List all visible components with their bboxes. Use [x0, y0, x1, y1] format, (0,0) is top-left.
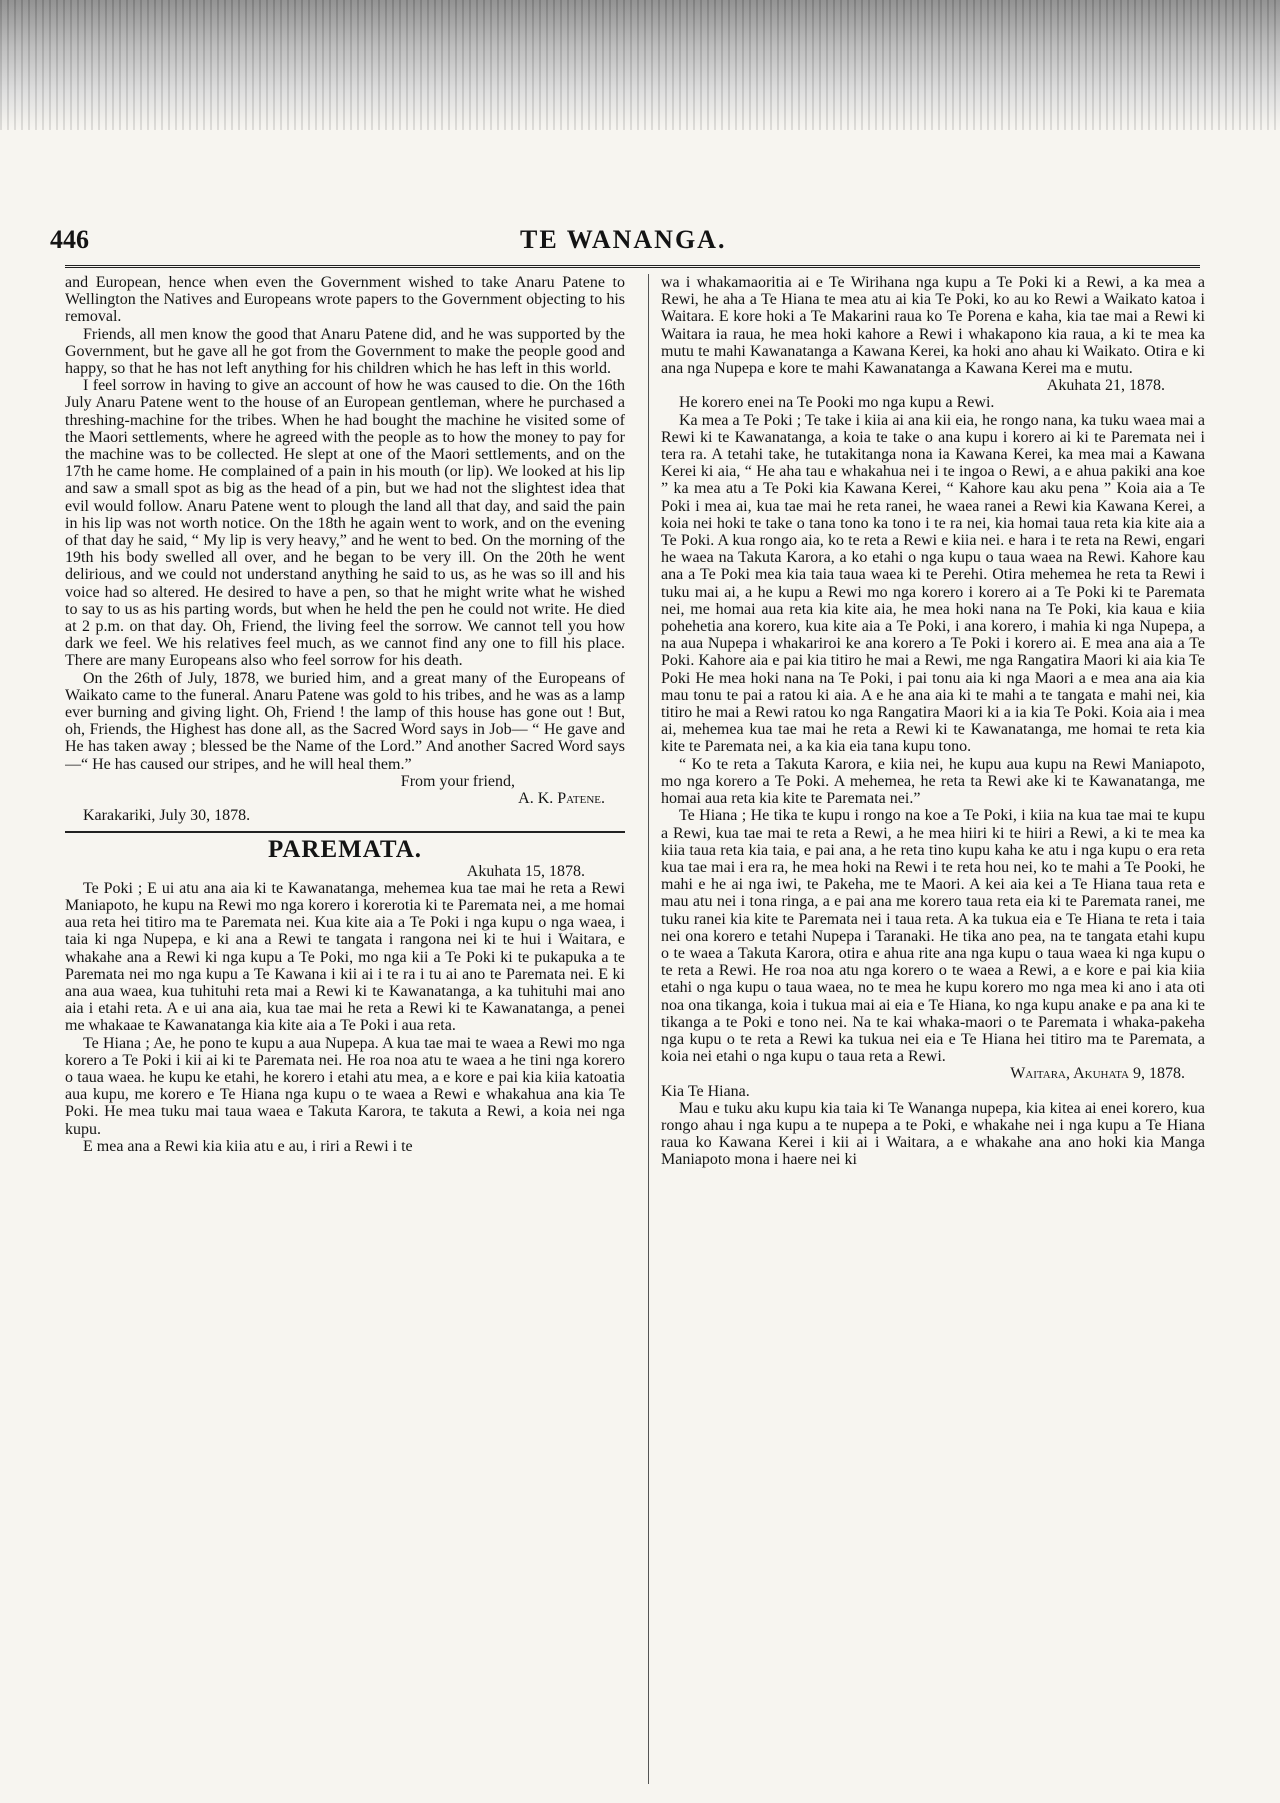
letter-dateline: Waitara, Akuhata 9, 1878.: [1010, 1065, 1185, 1083]
article-paragraph: Te Poki ; E ui atu ana aia ki te Kawanatanga, mehemea kua tae mai he reta a Rewi Maniapoto, he kupu na Rewi mo nga korero i korerotia ki te Paremata nei, a me homai aua reta hei titiro ma te Paremata nei. Kua kite aia a Te Poki i nga kupu o nga waea, i taia ki nga Nupepa, e ki ana a Rewi te tangata i rangona nei ki te hui i Waitara, e whakahe ana a Rewi ki nga kupu a Te Poki, mo nga kii a Te Poki ki te pukapuka a te Paremata nei mo nga kupu a Te Kawana i kii ai i te ra i tu ai ano te Paremata nei. E ki ana aua waea, kua tuhituhi reta mai a Rewi ki te Kawanatanga, a ka tuhituhi mai ano aia i etahi reta. A e ui ana aia, kua tae mai he reta a Rewi ki te Kawanatanga, a penei me whakaae te Kawanatanga kia kite aia a Te Poki i aua reta.: [65, 879, 625, 1035]
article-paragraph: He korero enei na Te Pooki mo nga kupu a Rewi.: [679, 394, 995, 412]
article-paragraph: Te Hiana ; He tika te kupu i rongo na koe a Te Poki, i kiia na kua tae mai te kupu a Rewi, kua tae mai te reta a Rewi, a he mea hiiri ki te hiiri a Rewi, a ki te mea ka kiia taua reta kia taia, e pai ana, a he reta tino kupu kaha ke atu i nga kupu o era reta kua tae mai i era ra, he mea hoki na Rewi i te reta hou nei, ko te mahi a Te Pooki, he mahi e he ai nga iwi, te Pakeha, me te Maori. A kei aia kei a Te Hiana taua reta e mau atu nei i tona ringa, a e pai ana me korero taua reta eia ki te Paremata ranei, me tuku ranei kia kite te Paremata nei i taua reta. A ka tukua eia e Te Hiana te reta i taia nei ona korero e tetahi Nupepa i Taranaki. He tika ano pea, na te tangata etahi kupu o te waea a Takuta Karora, otira e ahua rite ana nga kupu o taua waea ki nga kupu o te reta a Rewi. He roa noa atu nga korero o te waea a Rewi, a e kore e pai kia kiia etahi o nga kupu o taua waea, no te mea he kupu korero mo nga mea ki ano i ata oti noa ona tikanga, koia i tukua mai ai eia e Te Hiana, ko nga kupu anake e pa ana ki te tikanga a te Poki e tono nei. Na te kai whaka-maori o te Paremata i whaka-pakeha nga kupu o te reta a Rewi ka tukua nei eia e Te Hiana hei titiro ma te Paremata, a koia nei etahi o nga kupu o taua reta a Rewi.: [661, 807, 1205, 1066]
letter-closing: From your friend,: [400, 772, 515, 790]
article-paragraph: E mea ana a Rewi kia kiia atu e au, i riri a Rewi i te: [83, 1137, 413, 1155]
article-date: Akuhata 21, 1878.: [1046, 377, 1165, 395]
letter-paragraph: Mau e tuku aku kupu kia taia ki Te Wananga nupepa, kia kitea ai enei korero, kua rongo ahau i nga kupu a te nupepa a te Poki, e whakahe nei i nga kupu a Te Hiana raua ko Kawana Kerei i kii ai i Waitara, a e whakahe ana ano hoki kia Manga Maniapoto mona i haere nei ki: [661, 1099, 1205, 1169]
article-paragraph: wa i whakamaoritia ai e Te Wirihana nga kupu a Te Poki ki a Rewi, a ka mea a Rewi, he aha a Te Hiana te mea atu ai kia Te Poki, ko au ko Rewi a Waikato katoa i Waitara. E kore hoki a Te Makarini raua ko Te Porena e kaha, kia tae mai a Rewi ki Waitara ia raua, he mea hoki kahore a Rewi i whakapono kia raua, a ki te mea ka mutu te mahi Kawanatanga a Kawana Kerei, ka hoki ano ahau ki Waikato. Otira e ki ana nga Nupepa e kore te mahi Kawanatanga a Kawana Kerei ma e mutu.: [661, 274, 1205, 378]
section-date: Akuhata 15, 1878.: [466, 862, 585, 880]
scan-edge-shadow: [0, 0, 1280, 130]
letter-paragraph: Friends, all men know the good that Anaru Patene did, and he was supported by the Government, but he gave all he got from the Government to make the people good and happy, so that he has not left anything for his children which he has left in this world.: [65, 325, 625, 378]
letter-signature: A. K. Patene.: [518, 790, 605, 808]
letter-paragraph: On the 26th of July, 1878, we buried him, and a great many of the Europeans of Waikato came to the funeral. Anaru Patene was gold to his tribes, and he was as a lamp ever burning and giving light. Oh, Friend ! the lamp of this house has gone out ! But, oh, Friends, the Highest has done all, as the Sacred Word says in Job— “ He gave and He has taken away ; blessed be the Name of the Lord.” And another Sacred Word says—“ He has caused our stripes, and he will heal them.”: [65, 669, 625, 773]
article-paragraph: Te Hiana ; Ae, he pono te kupu a aua Nupepa. A kua tae mai te waea a Rewi mo nga korero a Te Poki i kii ai ki te Paremata nei. He roa noa atu te waea a he tini nga korero o taua waea. he kupu ke etahi, he korero i etahi atu mea, a e kore e pai kia kiia katoatia aua kupu, me korero e Te Hiana nga kupu o te waea a Rewi e whakahua ana kia Te Poki. He mea tuku mai taua waea e Takuta Karora, te takuta a Rewi, a koia nei nga kupu.: [65, 1034, 625, 1138]
section-title-paremata: PAREMATA.: [65, 831, 625, 863]
letter-greeting: Kia Te Hiana.: [661, 1082, 750, 1100]
article-paragraph: Ka mea a Te Poki ; Te take i kiia ai ana kii eia, he rongo nana, ka tuku waea mai a Rewi ki te Kawanatanga, a koia te take o ana kupu i korero ai ki te Paremata nei i tera ra. A tetahi take, he tutakitanga nona ia Kawana Kerei, ka mea mai a Kawana Kerei ki aia, “ He aha tau e whakahua nei i te ingoa o Rewi, a e ahua pakiki ana koe ” ka mea atu a Te Poki kia Kawana Kerei, “ Kahore kau aku pena ” Koia aia a Te Poki i mea ai, kua tae mai he reta ranei, he waea ranei a Rewi kia Kawana Kerei, a koia nei hoki te take o tana tono ka tono i te ra nei, kia homai taua reta kia kite aia a Te Poki. A kua rongo aia, ko te reta a Rewi e kiia nei. e hara i te reta na Rewi, engari he waea na Takuta Karora, a ko etahi o nga kupu o taua waea na Rewi. Kahore kau ana a Te Poki mea kia taia taua waea ki te Perehi. Otira mehemea he reta ta Rewi i tuku mai ai, a he kupu a Rewi mo nga korero i korero ai a Te Poki ki te Paremata nei, me homai aua reta kia kite aia, he mea hoki nana na Te Poki, kia kaua e kiia pohehetia ana korero, kua kite aia a Te Poki, i ana korero, i mahia ki nga Nupepa, a na aua Nupepa i whakariroi ke ana korero a Te Poki i korero ai. E mea ana aia a Te Poki. Kahore aia e pai kia titiro he mai a Rewi, me nga Rangatira Maori ki aia kia Te Poki He mea hoki nana na Te Poki, i pai tonu aia ki nga Maori a e mea ana aia kia mau tonu te pai a ratou ki aia. A e he ana aia ki te mahi a te tangata e mahi nei, kia titiro he mai a Rewi ratou ko nga Rangatira Maori ki a ia kia Te Poki. Koia aia i mea ai, mehemea kua tae mai he reta a Rewi ki te Kawanatanga, me homai te reta kia kite te Paremata nei, a ka kia eia tana kupu tono.: [661, 411, 1205, 756]
right-column: [648, 274, 1205, 1784]
left-column: [65, 274, 625, 1784]
letter-place-date: Karakariki, July 30, 1878.: [83, 807, 251, 825]
letter-paragraph: and European, hence when even the Government wished to take Anaru Patene to Wellington the Natives and Europeans wrote papers to the Government objecting to his removal.: [65, 274, 625, 326]
masthead-title: TE WANANGA.: [520, 225, 727, 254]
header-rule: [65, 265, 1200, 268]
page-number: 446: [50, 225, 89, 254]
letter-paragraph: I feel sorrow in having to give an account of how he was caused to die. On the 16th July Anaru Patene went to the house of an European gentleman, where he purchased a threshing-machine for the tribes. When he had bought the machine he visited some of the Maori settlements, where he agreed with the people as to how the money to pay for the machine was to be collected. He slept at one of the Maori settlements, and on the 17th he came home. He complained of a pain in his mouth (or lip). We looked at his lip and saw a small spot as big as the head of a pin, but we had not the slightest idea that evil would follow. Anaru Patene went to plough the land all that day, and said the pain in his lip was not worth notice. On the 18th he again went to work, and on the evening of that day he said, “ My lip is very heavy,” and he went to bed. On the morning of the 19th his body swelled all over, and he began to be very ill. On the 20th he went delirious, and we could not understand anything he said to us, as he was so ill and his voice had so altered. He desired to have a pen, so that he might write what he wished to say to us as his parting words, but when he held the pen he could not write. He died at 2 p.m. on that day. Oh, Friend, the living feel the sorrow. We cannot tell you how dark we feel. We his relatives feel much, as we cannot find any one to fill his place. There are many Europeans also who feel sorrow for his death.: [65, 377, 625, 670]
page-header: [50, 225, 1200, 265]
article-paragraph: “ Ko te reta a Takuta Karora, e kiia nei, he kupu aua kupu na Rewi Maniapoto, mo nga korero a Te Poki. A mehemea, he reta ta Rewi ake ki te Kawanatanga, me homai aua reta kia kite te Paremata nei.”: [661, 755, 1205, 808]
